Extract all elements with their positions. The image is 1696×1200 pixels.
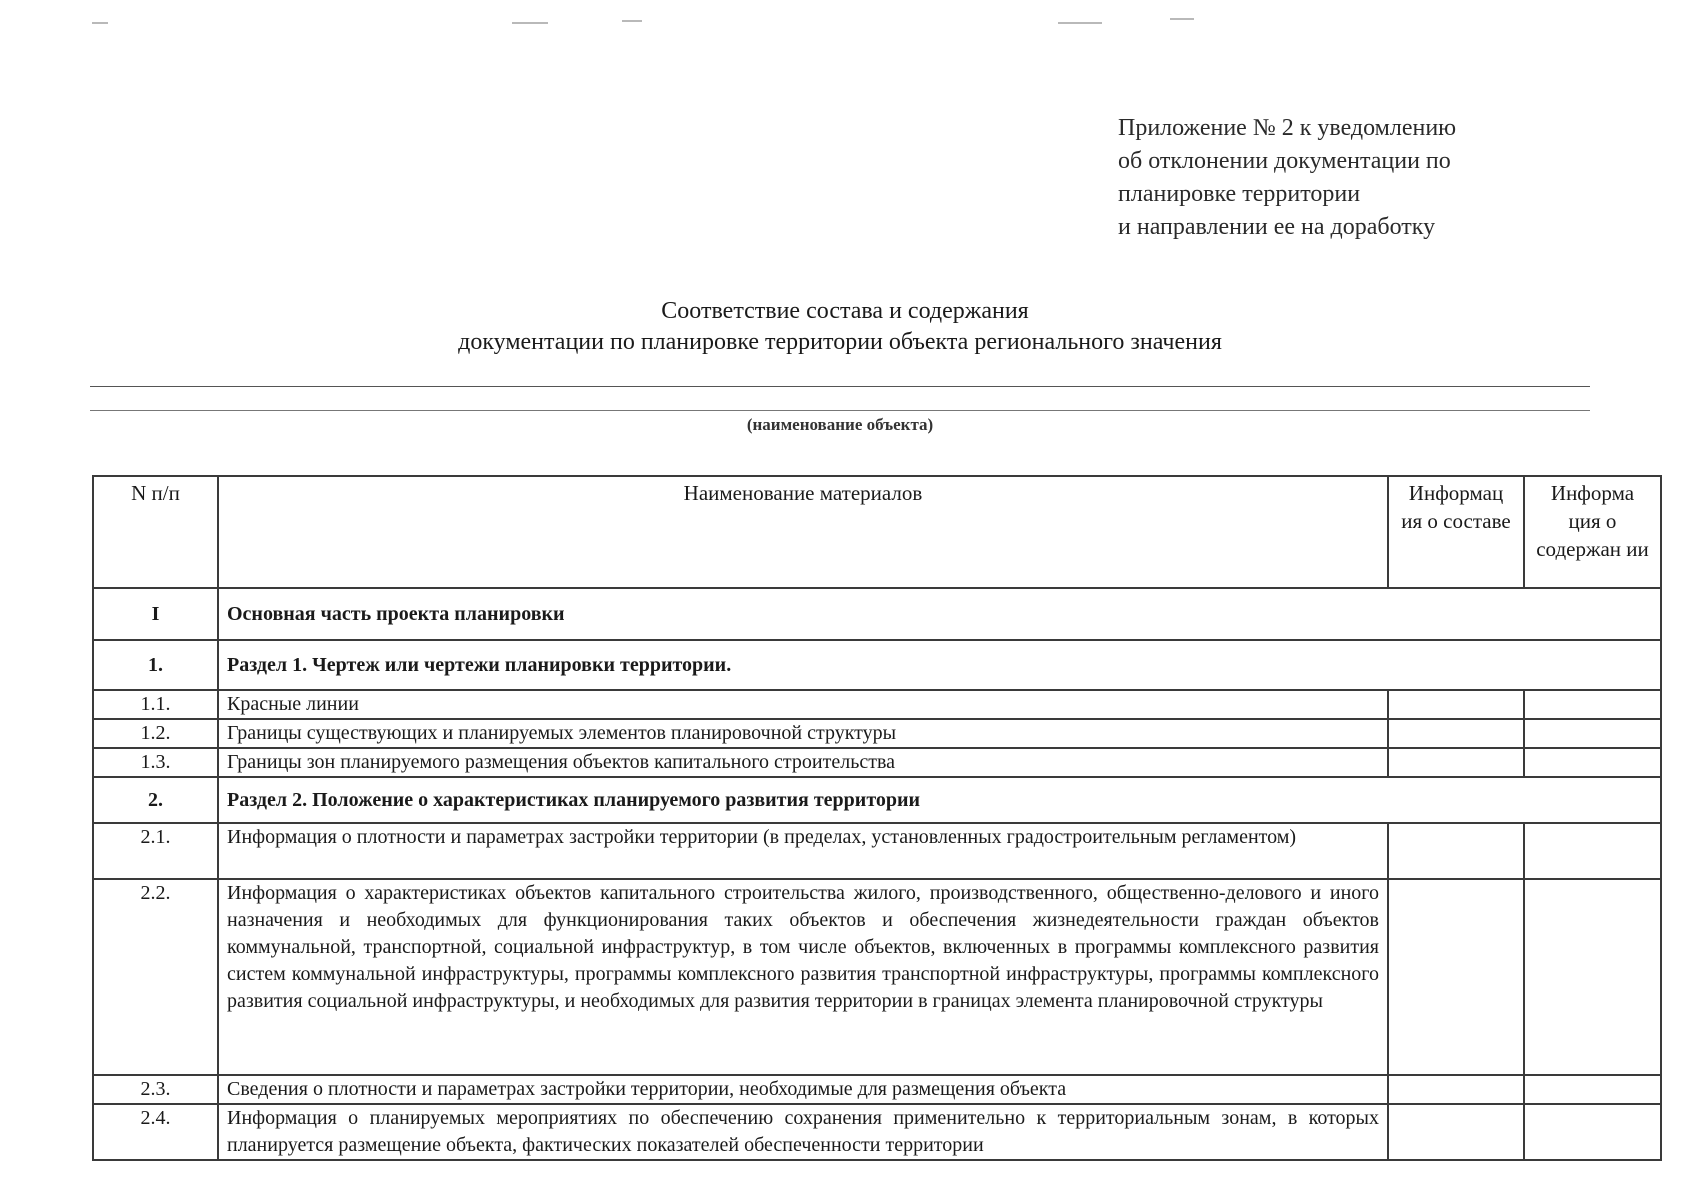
row-text: Информация о характеристиках объектов капитального строительства жилого, производственного, общественно-делового и иного назначения и необходимых для функционирования таких объектов и обеспечения жизнедеятельности граждан объектов коммунальной, транспортной, социальной инфраструктур, в том числе объектов, включенных в программы комплексного развития систем коммунальной инфраструктуры, программы комплексного развития транспортной инфраструктуры, программы комплексного развития социальной инфраструктуры, и необходимых для развития территории в границах элемента планировочной структуры bbox=[218, 879, 1388, 1075]
table-row bbox=[93, 879, 1661, 1075]
content-cell bbox=[1524, 690, 1661, 719]
row-num: 2. bbox=[93, 777, 218, 823]
row-num: 1. bbox=[93, 640, 218, 690]
content-cell bbox=[1524, 748, 1661, 777]
composition-cell bbox=[1388, 879, 1524, 1075]
row-text: Информация о планируемых мероприятиях по обеспечению сохранения применительно к территориальным зонам, в которых планируется размещение объекта, фактических показателей обеспеченности территории bbox=[218, 1104, 1388, 1160]
materials-table bbox=[92, 475, 1662, 1161]
appendix-line: и направлении ее на доработку bbox=[1118, 214, 1436, 240]
appendix-line: Приложение № 2 к уведомлению bbox=[1118, 115, 1457, 141]
row-text: Красные линии bbox=[218, 690, 1388, 719]
row-num: 2.3. bbox=[93, 1075, 218, 1104]
row-text: Информация о плотности и параметрах застройки территории (в пределах, установленных градостроительным регламентом) bbox=[218, 823, 1388, 879]
table-row bbox=[93, 588, 1661, 640]
document-title bbox=[90, 296, 1590, 358]
object-name-line bbox=[90, 386, 1590, 387]
appendix-note bbox=[1118, 112, 1588, 244]
title-line-1: Соответствие состава и содержания bbox=[661, 298, 1029, 324]
scan-artifact bbox=[622, 20, 642, 22]
scan-artifact bbox=[92, 22, 108, 24]
title-line-2: документации по планировке территории объекта регионального значения bbox=[458, 329, 1222, 355]
row-text: Границы зон планируемого размещения объектов капитального строительства bbox=[218, 748, 1388, 777]
appendix-line: планировке территории bbox=[1118, 181, 1361, 207]
content-cell bbox=[1524, 823, 1661, 879]
row-text: Границы существующих и планируемых элементов планировочной структуры bbox=[218, 719, 1388, 748]
table-row bbox=[93, 640, 1661, 690]
table-row bbox=[93, 719, 1661, 748]
header-num: N п/п bbox=[93, 476, 218, 588]
object-name-line bbox=[90, 410, 1590, 411]
composition-cell bbox=[1388, 690, 1524, 719]
table-row bbox=[93, 690, 1661, 719]
row-text: Основная часть проекта планировки bbox=[218, 588, 1661, 640]
scan-artifact bbox=[1058, 22, 1102, 24]
header-content: Информа ция о содержан ии bbox=[1524, 476, 1661, 588]
table-row bbox=[93, 823, 1661, 879]
row-text: Раздел 1. Чертеж или чертежи планировки территории. bbox=[218, 640, 1661, 690]
table-row bbox=[93, 1075, 1661, 1104]
row-num: 2.1. bbox=[93, 823, 218, 879]
row-num: 1.3. bbox=[93, 748, 218, 777]
content-cell bbox=[1524, 1075, 1661, 1104]
content-cell bbox=[1524, 719, 1661, 748]
row-num: 2.2. bbox=[93, 879, 218, 1075]
table-row bbox=[93, 1104, 1661, 1160]
table-row bbox=[93, 748, 1661, 777]
row-num: I bbox=[93, 588, 218, 640]
row-num: 1.2. bbox=[93, 719, 218, 748]
table-header-row bbox=[93, 476, 1661, 588]
composition-cell bbox=[1388, 719, 1524, 748]
appendix-line: об отклонении документации по bbox=[1118, 148, 1451, 174]
row-text: Сведения о плотности и параметрах застройки территории, необходимые для размещения объекта bbox=[218, 1075, 1388, 1104]
scan-artifact bbox=[512, 22, 548, 24]
row-num: 1.1. bbox=[93, 690, 218, 719]
row-num: 2.4. bbox=[93, 1104, 218, 1160]
object-caption: (наименование объекта) bbox=[746, 415, 934, 434]
table-row bbox=[93, 777, 1661, 823]
header-name: Наименование материалов bbox=[218, 476, 1388, 588]
composition-cell bbox=[1388, 748, 1524, 777]
content-cell bbox=[1524, 1104, 1661, 1160]
composition-cell bbox=[1388, 1104, 1524, 1160]
content-cell bbox=[1524, 879, 1661, 1075]
row-text: Раздел 2. Положение о характеристиках планируемого развития территории bbox=[218, 777, 1661, 823]
header-composition: Информац ия о составе bbox=[1388, 476, 1524, 588]
composition-cell bbox=[1388, 1075, 1524, 1104]
composition-cell bbox=[1388, 823, 1524, 879]
scan-artifact bbox=[1170, 18, 1194, 20]
